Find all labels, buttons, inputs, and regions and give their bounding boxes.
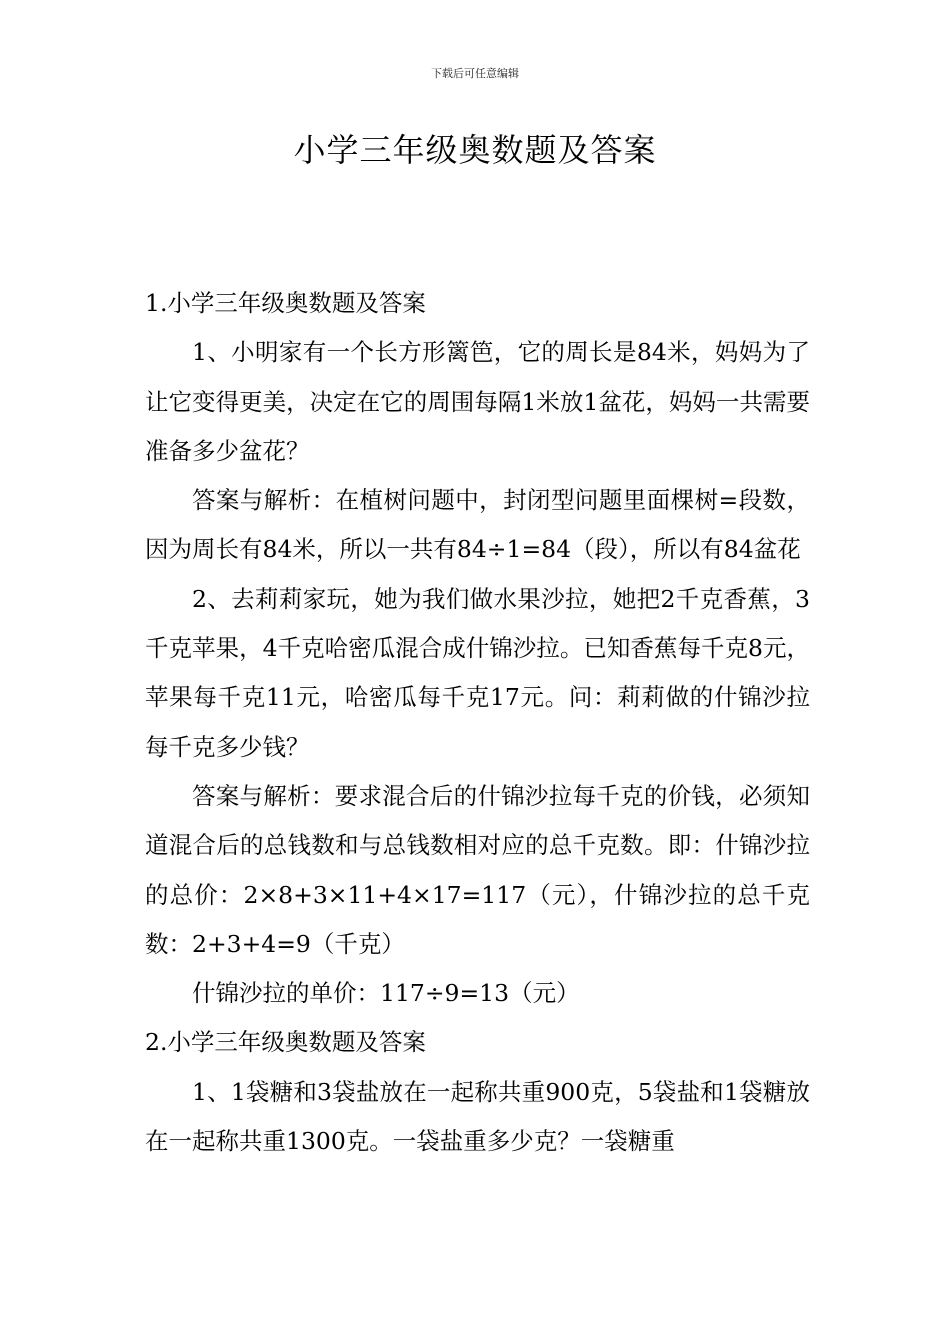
question-paragraph: 1、小明家有一个长方形篱笆，它的周长是84米，妈妈为了让它变得更美，决定在它的周围每隔1米放1盆花，妈妈一共需要准备多少盆花？	[145, 338, 810, 465]
section-heading-1: 1.小学三年级奥数题及答案	[145, 289, 426, 317]
section-heading-2: 2.小学三年级奥数题及答案	[145, 1028, 426, 1057]
answer-paragraph: 什锦沙拉的单价：117÷9=13（元）	[192, 979, 580, 1008]
question-paragraph: 2、去莉莉家玩，她为我们做水果沙拉，她把2千克香蕉，3千克苹果，4千克哈密瓜混合成什锦沙拉。已知香蕉每千克8元，苹果每千克11元，哈密瓜每千克17元。问：莉莉做的什锦沙拉每千克多少钱？	[145, 584, 810, 761]
document-body	[145, 279, 810, 1166]
header-note: 下载后可任意编辑	[431, 67, 519, 80]
answer-paragraph: 答案与解析：在植树问题中，封闭型问题里面棵树=段数，因为周长有84米，所以一共有84÷1=84（段），所以有84盆花	[145, 486, 810, 564]
document-title: 小学三年级奥数题及答案	[293, 131, 657, 169]
question-paragraph: 1、1袋糖和3袋盐放在一起称共重900克，5袋盐和1袋糖放在一起称共重1300克。一袋盐重多少克？一袋糖重	[145, 1077, 810, 1156]
answer-paragraph: 答案与解析：要求混合后的什锦沙拉每千克的价钱，必须知道混合后的总钱数和与总钱数相对应的总千克数。即：什锦沙拉的总价：2×8+3×11+4×17=117（元），什锦沙拉的总千克数：2+3+4=9（千克）	[145, 781, 810, 958]
